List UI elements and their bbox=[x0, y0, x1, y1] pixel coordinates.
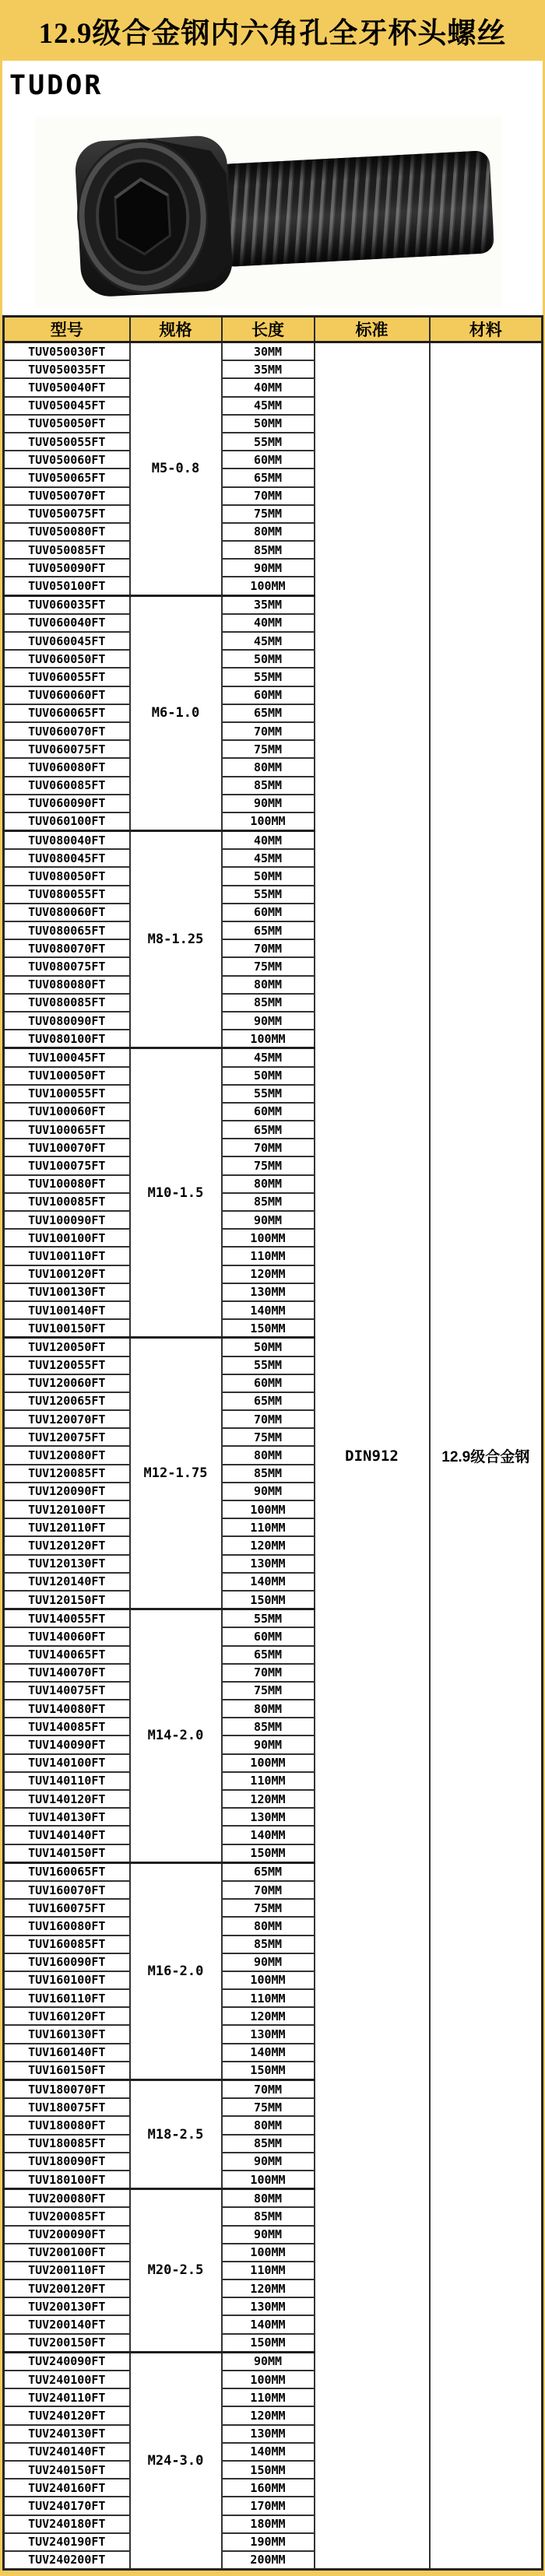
model-cell: TUV140120FT bbox=[4, 1790, 130, 1808]
model-cell: TUV100075FT bbox=[4, 1156, 130, 1174]
length-cell: 100MM bbox=[222, 1971, 315, 1989]
model-cell: TUV050055FT bbox=[4, 433, 130, 451]
table-row bbox=[4, 342, 543, 361]
model-cell: TUV120130FT bbox=[4, 1555, 130, 1573]
length-cell: 75MM bbox=[222, 505, 315, 523]
model-cell: TUV160065FT bbox=[4, 1862, 130, 1881]
col-header-standard: 标准 bbox=[315, 317, 430, 342]
model-cell: TUV100140FT bbox=[4, 1301, 130, 1319]
model-cell: TUV060065FT bbox=[4, 704, 130, 722]
length-cell: 150MM bbox=[222, 2062, 315, 2080]
length-cell: 90MM bbox=[222, 1211, 315, 1229]
length-cell: 80MM bbox=[222, 1175, 315, 1193]
length-cell: 120MM bbox=[222, 1265, 315, 1283]
length-cell: 150MM bbox=[222, 1591, 315, 1609]
length-cell: 130MM bbox=[222, 2297, 315, 2315]
model-cell: TUV060040FT bbox=[4, 614, 130, 632]
length-cell: 45MM bbox=[222, 632, 315, 650]
model-cell: TUV050085FT bbox=[4, 541, 130, 559]
length-cell: 80MM bbox=[222, 1700, 315, 1718]
model-cell: TUV120050FT bbox=[4, 1338, 130, 1356]
length-cell: 55MM bbox=[222, 433, 315, 451]
model-cell: TUV140080FT bbox=[4, 1700, 130, 1718]
model-cell: TUV120080FT bbox=[4, 1446, 130, 1464]
length-cell: 110MM bbox=[222, 1772, 315, 1790]
length-cell: 130MM bbox=[222, 2425, 315, 2443]
model-cell: TUV160075FT bbox=[4, 1899, 130, 1917]
model-cell: TUV060060FT bbox=[4, 686, 130, 704]
model-cell: TUV080060FT bbox=[4, 904, 130, 921]
model-cell: TUV080080FT bbox=[4, 976, 130, 994]
model-cell: TUV160100FT bbox=[4, 1971, 130, 1989]
model-cell: TUV180070FT bbox=[4, 2080, 130, 2099]
model-cell: TUV060075FT bbox=[4, 740, 130, 758]
standard-cell: DIN912 bbox=[315, 342, 430, 2570]
length-cell: 75MM bbox=[222, 740, 315, 758]
length-cell: 45MM bbox=[222, 1048, 315, 1067]
col-header-spec: 规格 bbox=[130, 317, 222, 342]
length-cell: 80MM bbox=[222, 976, 315, 994]
length-cell: 190MM bbox=[222, 2533, 315, 2551]
length-cell: 90MM bbox=[222, 2226, 315, 2244]
model-cell: TUV180090FT bbox=[4, 2153, 130, 2171]
length-cell: 55MM bbox=[222, 668, 315, 686]
spec-cell: M20-2.5 bbox=[130, 2189, 222, 2353]
spec-cell: M5-0.8 bbox=[130, 342, 222, 596]
model-cell: TUV080065FT bbox=[4, 921, 130, 939]
length-cell: 75MM bbox=[222, 1156, 315, 1174]
model-cell: TUV140075FT bbox=[4, 1682, 130, 1700]
model-cell: TUV050045FT bbox=[4, 397, 130, 415]
length-cell: 65MM bbox=[222, 1862, 315, 1881]
length-cell: 80MM bbox=[222, 758, 315, 776]
col-header-material: 材料 bbox=[430, 317, 543, 342]
model-cell: TUV080100FT bbox=[4, 1030, 130, 1048]
model-cell: TUV160140FT bbox=[4, 2044, 130, 2062]
model-cell: TUV100100FT bbox=[4, 1229, 130, 1247]
model-cell: TUV100110FT bbox=[4, 1247, 130, 1265]
length-cell: 90MM bbox=[222, 795, 315, 812]
spec-table bbox=[2, 315, 543, 2571]
model-cell: TUV240140FT bbox=[4, 2443, 130, 2461]
length-cell: 130MM bbox=[222, 1283, 315, 1301]
model-cell: TUV050030FT bbox=[4, 342, 130, 361]
length-cell: 100MM bbox=[222, 1500, 315, 1518]
length-cell: 90MM bbox=[222, 559, 315, 577]
length-cell: 140MM bbox=[222, 2315, 315, 2333]
model-cell: TUV240160FT bbox=[4, 2479, 130, 2497]
length-cell: 85MM bbox=[222, 2135, 315, 2153]
length-cell: 75MM bbox=[222, 2098, 315, 2116]
length-cell: 80MM bbox=[222, 2189, 315, 2208]
model-cell: TUV080045FT bbox=[4, 849, 130, 867]
length-cell: 65MM bbox=[222, 704, 315, 722]
model-cell: TUV050065FT bbox=[4, 469, 130, 486]
length-cell: 120MM bbox=[222, 2406, 315, 2424]
model-cell: TUV200085FT bbox=[4, 2207, 130, 2225]
model-cell: TUV100070FT bbox=[4, 1139, 130, 1156]
model-cell: TUV180085FT bbox=[4, 2135, 130, 2153]
model-cell: TUV060085FT bbox=[4, 777, 130, 795]
model-cell: TUV120150FT bbox=[4, 1591, 130, 1609]
length-cell: 65MM bbox=[222, 921, 315, 939]
length-cell: 90MM bbox=[222, 2153, 315, 2171]
model-cell: TUV180100FT bbox=[4, 2171, 130, 2189]
hex-socket-screw-image bbox=[35, 117, 502, 307]
model-cell: TUV100065FT bbox=[4, 1121, 130, 1139]
model-cell: TUV120120FT bbox=[4, 1536, 130, 1554]
model-cell: TUV140150FT bbox=[4, 1844, 130, 1863]
length-cell: 160MM bbox=[222, 2479, 315, 2497]
model-cell: TUV060070FT bbox=[4, 722, 130, 740]
model-cell: TUV240100FT bbox=[4, 2371, 130, 2388]
length-cell: 70MM bbox=[222, 1881, 315, 1899]
length-cell: 70MM bbox=[222, 487, 315, 505]
model-cell: TUV120060FT bbox=[4, 1374, 130, 1392]
model-cell: TUV100085FT bbox=[4, 1193, 130, 1211]
length-cell: 55MM bbox=[222, 1609, 315, 1628]
model-cell: TUV180075FT bbox=[4, 2098, 130, 2116]
length-cell: 55MM bbox=[222, 1356, 315, 1374]
model-cell: TUV140085FT bbox=[4, 1718, 130, 1735]
page-title: 12.9级合金钢内六角孔全牙杯头螺丝 bbox=[38, 18, 507, 50]
length-cell: 75MM bbox=[222, 957, 315, 975]
length-cell: 65MM bbox=[222, 1121, 315, 1139]
length-cell: 110MM bbox=[222, 2388, 315, 2406]
length-cell: 150MM bbox=[222, 1319, 315, 1338]
length-cell: 70MM bbox=[222, 1410, 315, 1428]
length-cell: 40MM bbox=[222, 378, 315, 396]
length-cell: 80MM bbox=[222, 1917, 315, 1935]
model-cell: TUV100120FT bbox=[4, 1265, 130, 1283]
model-cell: TUV060100FT bbox=[4, 812, 130, 831]
screw-photo bbox=[35, 117, 502, 307]
length-cell: 60MM bbox=[222, 451, 315, 469]
length-cell: 85MM bbox=[222, 1936, 315, 1953]
model-cell: TUV200130FT bbox=[4, 2297, 130, 2315]
length-cell: 140MM bbox=[222, 2443, 315, 2461]
material-cell: 12.9级合金钢 bbox=[430, 342, 543, 2570]
model-cell: TUV100055FT bbox=[4, 1085, 130, 1103]
model-cell: TUV060080FT bbox=[4, 758, 130, 776]
length-cell: 75MM bbox=[222, 1428, 315, 1446]
length-cell: 150MM bbox=[222, 2334, 315, 2353]
length-cell: 100MM bbox=[222, 2244, 315, 2262]
model-cell: TUV240120FT bbox=[4, 2406, 130, 2424]
model-cell: TUV160110FT bbox=[4, 1989, 130, 2007]
brand-panel bbox=[2, 61, 543, 315]
length-cell: 65MM bbox=[222, 1646, 315, 1664]
length-cell: 30MM bbox=[222, 342, 315, 361]
model-cell: TUV120110FT bbox=[4, 1518, 130, 1536]
length-cell: 100MM bbox=[222, 812, 315, 831]
length-cell: 100MM bbox=[222, 2171, 315, 2189]
model-cell: TUV200110FT bbox=[4, 2262, 130, 2279]
length-cell: 85MM bbox=[222, 541, 315, 559]
length-cell: 120MM bbox=[222, 2007, 315, 2025]
length-cell: 60MM bbox=[222, 1374, 315, 1392]
model-cell: TUV050100FT bbox=[4, 577, 130, 595]
model-cell: TUV140090FT bbox=[4, 1735, 130, 1753]
length-cell: 100MM bbox=[222, 2371, 315, 2388]
length-cell: 85MM bbox=[222, 994, 315, 1012]
length-cell: 200MM bbox=[222, 2551, 315, 2570]
length-cell: 90MM bbox=[222, 2352, 315, 2371]
length-cell: 110MM bbox=[222, 1989, 315, 2007]
model-cell: TUV060035FT bbox=[4, 595, 130, 614]
length-cell: 60MM bbox=[222, 904, 315, 921]
spec-cell: M6-1.0 bbox=[130, 595, 222, 830]
model-cell: TUV060050FT bbox=[4, 650, 130, 668]
length-cell: 100MM bbox=[222, 577, 315, 595]
length-cell: 90MM bbox=[222, 1953, 315, 1971]
length-cell: 55MM bbox=[222, 1085, 315, 1103]
model-cell: TUV120075FT bbox=[4, 1428, 130, 1446]
length-cell: 140MM bbox=[222, 2044, 315, 2062]
length-cell: 35MM bbox=[222, 360, 315, 378]
model-cell: TUV060045FT bbox=[4, 632, 130, 650]
model-cell: TUV160120FT bbox=[4, 2007, 130, 2025]
length-cell: 85MM bbox=[222, 1718, 315, 1735]
length-cell: 60MM bbox=[222, 1103, 315, 1121]
model-cell: TUV140060FT bbox=[4, 1627, 130, 1645]
model-cell: TUV160090FT bbox=[4, 1953, 130, 1971]
model-cell: TUV050035FT bbox=[4, 360, 130, 378]
length-cell: 80MM bbox=[222, 1446, 315, 1464]
col-header-model: 型号 bbox=[4, 317, 130, 342]
length-cell: 120MM bbox=[222, 1790, 315, 1808]
length-cell: 140MM bbox=[222, 1826, 315, 1844]
length-cell: 100MM bbox=[222, 1754, 315, 1772]
length-cell: 50MM bbox=[222, 1338, 315, 1356]
model-cell: TUV200100FT bbox=[4, 2244, 130, 2262]
length-cell: 100MM bbox=[222, 1229, 315, 1247]
model-cell: TUV160130FT bbox=[4, 2025, 130, 2043]
model-cell: TUV100050FT bbox=[4, 1067, 130, 1085]
length-cell: 50MM bbox=[222, 867, 315, 885]
brand-logo: TUDOR bbox=[9, 70, 104, 101]
model-cell: TUV240200FT bbox=[4, 2551, 130, 2570]
length-cell: 110MM bbox=[222, 1518, 315, 1536]
length-cell: 140MM bbox=[222, 1573, 315, 1591]
model-cell: TUV060090FT bbox=[4, 795, 130, 812]
model-cell: TUV120065FT bbox=[4, 1392, 130, 1410]
model-cell: TUV080075FT bbox=[4, 957, 130, 975]
length-cell: 50MM bbox=[222, 415, 315, 433]
model-cell: TUV100045FT bbox=[4, 1048, 130, 1067]
length-cell: 130MM bbox=[222, 2025, 315, 2043]
length-cell: 180MM bbox=[222, 2515, 315, 2533]
length-cell: 150MM bbox=[222, 1844, 315, 1863]
spec-cell: M18-2.5 bbox=[130, 2080, 222, 2189]
length-cell: 45MM bbox=[222, 849, 315, 867]
model-cell: TUV200150FT bbox=[4, 2334, 130, 2353]
length-cell: 85MM bbox=[222, 1465, 315, 1483]
model-cell: TUV050075FT bbox=[4, 505, 130, 523]
table-body bbox=[4, 342, 543, 2570]
length-cell: 45MM bbox=[222, 397, 315, 415]
model-cell: TUV240170FT bbox=[4, 2497, 130, 2515]
length-cell: 85MM bbox=[222, 777, 315, 795]
spec-cell: M14-2.0 bbox=[130, 1609, 222, 1863]
model-cell: TUV080055FT bbox=[4, 886, 130, 904]
model-cell: TUV120055FT bbox=[4, 1356, 130, 1374]
col-header-length: 长度 bbox=[222, 317, 315, 342]
length-cell: 55MM bbox=[222, 886, 315, 904]
length-cell: 70MM bbox=[222, 1664, 315, 1682]
length-cell: 90MM bbox=[222, 1483, 315, 1500]
model-cell: TUV060055FT bbox=[4, 668, 130, 686]
model-cell: TUV160070FT bbox=[4, 1881, 130, 1899]
model-cell: TUV080040FT bbox=[4, 831, 130, 850]
length-cell: 40MM bbox=[222, 614, 315, 632]
model-cell: TUV140110FT bbox=[4, 1772, 130, 1790]
model-cell: TUV120090FT bbox=[4, 1483, 130, 1500]
model-cell: TUV140100FT bbox=[4, 1754, 130, 1772]
spec-cell: M16-2.0 bbox=[130, 1862, 222, 2079]
length-cell: 85MM bbox=[222, 1193, 315, 1211]
model-cell: TUV050040FT bbox=[4, 378, 130, 396]
model-cell: TUV080050FT bbox=[4, 867, 130, 885]
spec-cell: M8-1.25 bbox=[130, 831, 222, 1048]
model-cell: TUV140130FT bbox=[4, 1808, 130, 1826]
length-cell: 100MM bbox=[222, 1030, 315, 1048]
model-cell: TUV240180FT bbox=[4, 2515, 130, 2533]
model-cell: TUV180080FT bbox=[4, 2116, 130, 2134]
length-cell: 90MM bbox=[222, 1012, 315, 1030]
model-cell: TUV080085FT bbox=[4, 994, 130, 1012]
model-cell: TUV240110FT bbox=[4, 2388, 130, 2406]
model-cell: TUV120070FT bbox=[4, 1410, 130, 1428]
model-cell: TUV240090FT bbox=[4, 2352, 130, 2371]
model-cell: TUV140065FT bbox=[4, 1646, 130, 1664]
model-cell: TUV160080FT bbox=[4, 1917, 130, 1935]
spec-cell: M10-1.5 bbox=[130, 1048, 222, 1338]
model-cell: TUV100080FT bbox=[4, 1175, 130, 1193]
model-cell: TUV140055FT bbox=[4, 1609, 130, 1628]
model-cell: TUV240190FT bbox=[4, 2533, 130, 2551]
model-cell: TUV240130FT bbox=[4, 2425, 130, 2443]
length-cell: 70MM bbox=[222, 939, 315, 957]
length-cell: 70MM bbox=[222, 2080, 315, 2099]
length-cell: 60MM bbox=[222, 1627, 315, 1645]
length-cell: 65MM bbox=[222, 469, 315, 486]
length-cell: 150MM bbox=[222, 2461, 315, 2479]
length-cell: 85MM bbox=[222, 2207, 315, 2225]
length-cell: 65MM bbox=[222, 1392, 315, 1410]
length-cell: 130MM bbox=[222, 1555, 315, 1573]
model-cell: TUV120100FT bbox=[4, 1500, 130, 1518]
model-cell: TUV050090FT bbox=[4, 559, 130, 577]
model-cell: TUV200120FT bbox=[4, 2279, 130, 2297]
length-cell: 50MM bbox=[222, 1067, 315, 1085]
length-cell: 70MM bbox=[222, 1139, 315, 1156]
model-cell: TUV050050FT bbox=[4, 415, 130, 433]
length-cell: 130MM bbox=[222, 1808, 315, 1826]
model-cell: TUV200140FT bbox=[4, 2315, 130, 2333]
model-cell: TUV200080FT bbox=[4, 2189, 130, 2208]
model-cell: TUV050070FT bbox=[4, 487, 130, 505]
model-cell: TUV050080FT bbox=[4, 523, 130, 541]
model-cell: TUV100130FT bbox=[4, 1283, 130, 1301]
length-cell: 40MM bbox=[222, 831, 315, 850]
model-cell: TUV100090FT bbox=[4, 1211, 130, 1229]
model-cell: TUV140140FT bbox=[4, 1826, 130, 1844]
spec-cell: M12-1.75 bbox=[130, 1338, 222, 1609]
length-cell: 170MM bbox=[222, 2497, 315, 2515]
model-cell: TUV120140FT bbox=[4, 1573, 130, 1591]
length-cell: 80MM bbox=[222, 523, 315, 541]
model-cell: TUV100060FT bbox=[4, 1103, 130, 1121]
length-cell: 70MM bbox=[222, 722, 315, 740]
model-cell: TUV200090FT bbox=[4, 2226, 130, 2244]
length-cell: 50MM bbox=[222, 650, 315, 668]
model-cell: TUV160150FT bbox=[4, 2062, 130, 2080]
model-cell: TUV080070FT bbox=[4, 939, 130, 957]
length-cell: 80MM bbox=[222, 2116, 315, 2134]
model-cell: TUV140070FT bbox=[4, 1664, 130, 1682]
length-cell: 90MM bbox=[222, 1735, 315, 1753]
model-cell: TUV240150FT bbox=[4, 2461, 130, 2479]
model-cell: TUV100150FT bbox=[4, 1319, 130, 1338]
length-cell: 75MM bbox=[222, 1682, 315, 1700]
header-row bbox=[4, 317, 543, 342]
length-cell: 120MM bbox=[222, 1536, 315, 1554]
length-cell: 35MM bbox=[222, 595, 315, 614]
length-cell: 140MM bbox=[222, 1301, 315, 1319]
model-cell: TUV160085FT bbox=[4, 1936, 130, 1953]
length-cell: 110MM bbox=[222, 1247, 315, 1265]
length-cell: 60MM bbox=[222, 686, 315, 704]
model-cell: TUV050060FT bbox=[4, 451, 130, 469]
model-cell: TUV120085FT bbox=[4, 1465, 130, 1483]
model-cell: TUV080090FT bbox=[4, 1012, 130, 1030]
spec-cell: M24-3.0 bbox=[130, 2352, 222, 2569]
length-cell: 110MM bbox=[222, 2262, 315, 2279]
length-cell: 120MM bbox=[222, 2279, 315, 2297]
length-cell: 75MM bbox=[222, 1899, 315, 1917]
